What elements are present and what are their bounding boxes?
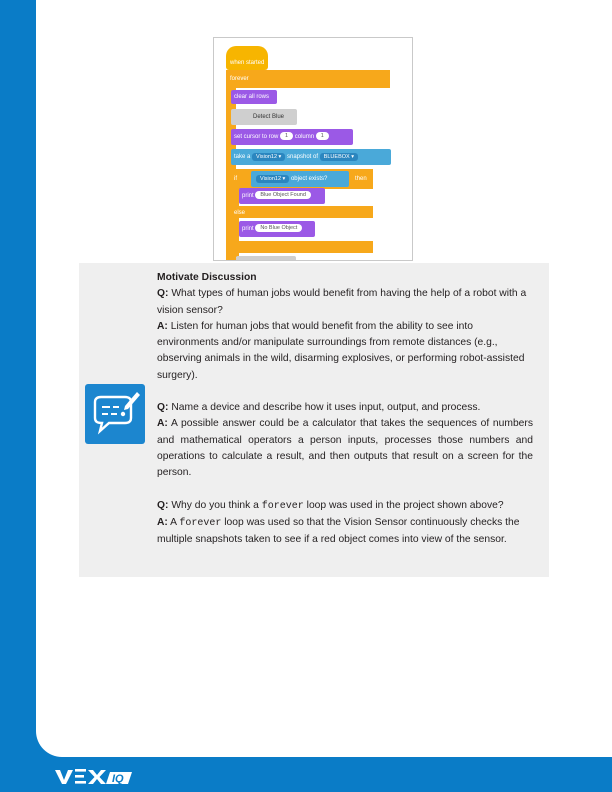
print-found-label: print bbox=[242, 193, 254, 199]
code-block-image bbox=[213, 37, 413, 261]
take-a-label: take a bbox=[234, 154, 251, 160]
if-block bbox=[231, 169, 373, 189]
column-value: 1 bbox=[316, 132, 329, 140]
q2-text: Name a device and describe how it uses input, output, and process. bbox=[171, 402, 481, 414]
q3-label: Q: bbox=[157, 499, 169, 511]
snapshot-of-label: snapshot of bbox=[287, 154, 319, 160]
row-value: 1 bbox=[280, 132, 293, 140]
detect-blue-label: Detect Blue bbox=[253, 114, 285, 120]
if-vision-sensor-dropdown: Vision12 ▾ bbox=[256, 175, 289, 183]
a3-post: loop was used so that the Vision Sensor continuously checks the multiple snapshots taken to see if a red object comes into view of the sensor. bbox=[157, 516, 520, 546]
column-label: column bbox=[294, 134, 315, 140]
question-3 bbox=[157, 498, 533, 515]
no-blue-text: No Blue Object bbox=[255, 224, 302, 232]
a2-text: A possible answer could be a calculator that takes the sequences of numbers and mathematical operators a person inputs, processes those numbers and operations to calculate a result, and then outputs that result on a screen for the person. bbox=[157, 418, 533, 479]
vision-sensor-dropdown: Vision12 ▾ bbox=[252, 153, 285, 161]
print-none-label: print bbox=[242, 226, 254, 232]
object-exists-block bbox=[251, 171, 349, 187]
answer-1 bbox=[157, 319, 533, 384]
forever-label: forever bbox=[230, 76, 249, 82]
a2-label: A: bbox=[157, 418, 168, 430]
q3-pre: Why do you think a bbox=[171, 499, 259, 511]
question-1 bbox=[157, 286, 533, 319]
bluebox-dropdown: BLUEBOX ▾ bbox=[320, 153, 358, 161]
else-label: else bbox=[234, 210, 246, 216]
else-block bbox=[231, 206, 373, 218]
when-started-block bbox=[226, 46, 268, 70]
blue-found-text: Blue Object Found bbox=[255, 191, 311, 199]
take-snapshot-block bbox=[231, 149, 391, 165]
a3-code: forever bbox=[179, 517, 222, 529]
discussion-title: Motivate Discussion bbox=[157, 272, 257, 283]
if-label: if bbox=[234, 176, 237, 182]
object-exists-label: object exists? bbox=[290, 176, 328, 182]
clear-all-rows-label: clear all rows bbox=[234, 94, 270, 100]
question-2 bbox=[157, 400, 533, 416]
a1-label: A: bbox=[157, 320, 168, 332]
a3-pre: A bbox=[170, 516, 177, 528]
discussion-icon bbox=[85, 384, 145, 444]
q3-code: forever bbox=[261, 500, 304, 512]
when-started-label: when started bbox=[230, 60, 265, 66]
clear-all-rows-block bbox=[231, 90, 277, 104]
q1-text: What types of human jobs would benefit from having the help of a robot with a vision sensor? bbox=[157, 288, 527, 316]
q2-label: Q: bbox=[157, 402, 169, 414]
forever-block bbox=[226, 70, 390, 88]
set-cursor-label: set cursor to row bbox=[234, 134, 279, 140]
print-found-block bbox=[239, 188, 325, 204]
vex-iq-logo bbox=[54, 766, 154, 786]
discussion-text bbox=[157, 270, 533, 548]
if-end bbox=[231, 241, 373, 253]
q3-post: loop was used in the project shown above? bbox=[306, 499, 504, 511]
svg-text:IQ: IQ bbox=[112, 773, 124, 785]
print-none-block bbox=[239, 221, 315, 237]
then-label: then bbox=[355, 176, 367, 182]
next-comment-block bbox=[236, 256, 296, 261]
a1-text: Listen for human jobs that would benefit from the ability to see into environments and/or manipulate surroundings from remote distances (e.g., observing animals in the wild, disarming explosives, or performing robot-assisted surgery). bbox=[157, 320, 525, 381]
detect-blue-comment bbox=[231, 109, 297, 125]
a3-label: A: bbox=[157, 516, 168, 528]
answer-3 bbox=[157, 515, 533, 549]
answer-2 bbox=[157, 416, 533, 481]
q1-label: Q: bbox=[157, 288, 169, 300]
set-cursor-block bbox=[231, 129, 353, 145]
